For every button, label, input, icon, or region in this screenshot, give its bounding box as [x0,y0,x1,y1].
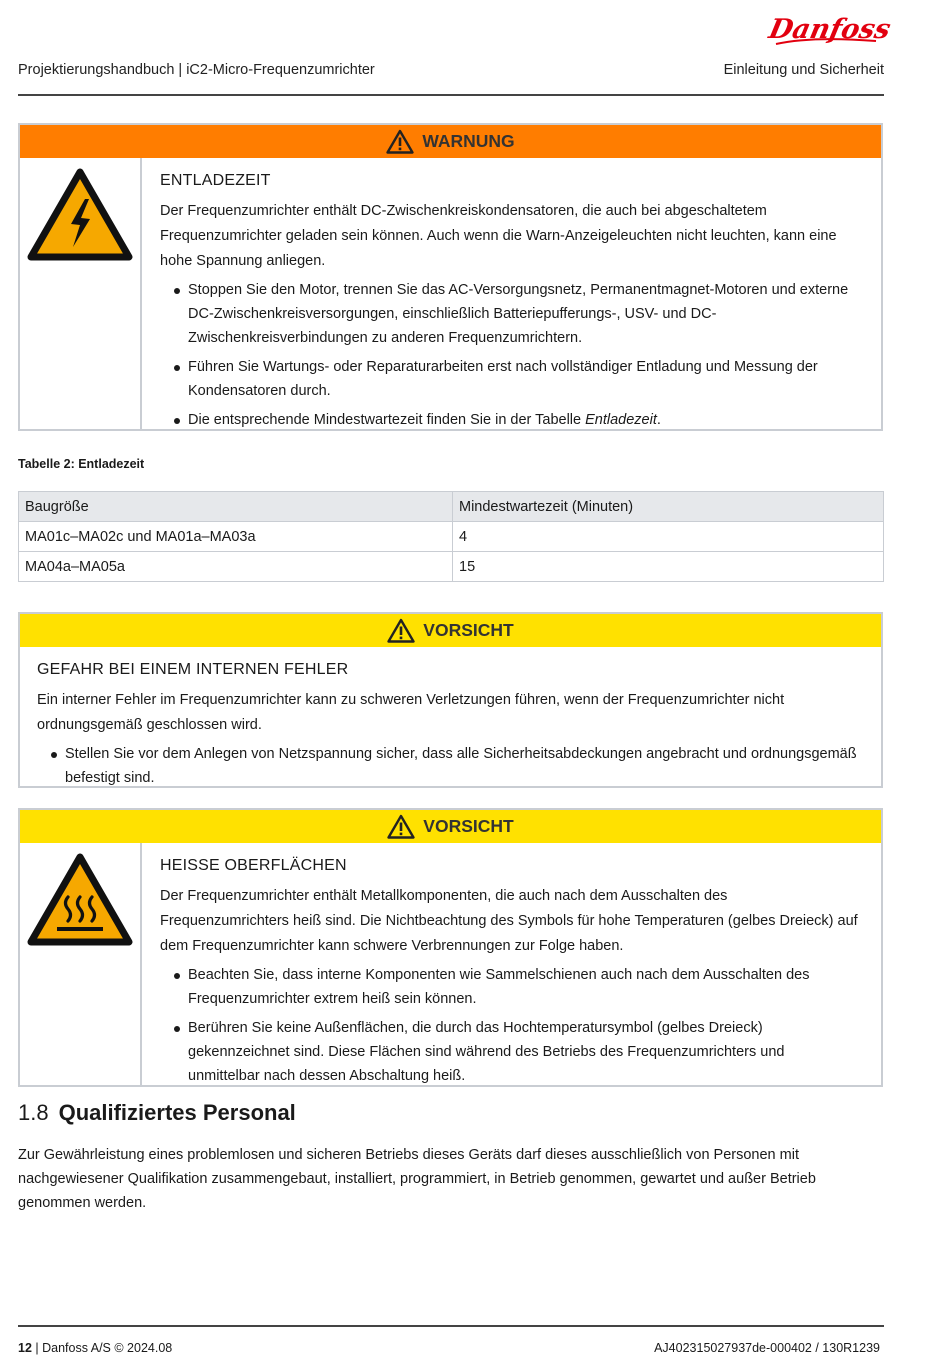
warning-triangle-icon [387,618,415,643]
table-cell: MA01c–MA02c und MA01a–MA03a [19,522,453,552]
notice-intro: Ein interner Fehler im Frequenzumrichter kann zu schweren Verletzungen führen, wenn der Frequenzumrichter nicht ordnungsgemäß geschlossen wird. [37,692,785,733]
svg-text:Danfoss: Danfoss [766,13,894,45]
bullet-text-end: . [656,412,661,428]
section-paragraph: Zur Gewährleistung eines problemlosen und sicheren Betriebs dieses Geräts darf dieses ausschließlich von Personen mit nachgewiesener Qualifikation zusammengebaut, installiert, programmiert, in Betrieb genommen, gewartet und außer Betrieb genommen werden. [18,1147,816,1211]
list-item: Führen Sie Wartungs- oder Reparaturarbeiten erst nach vollständiger Entladung und Messung der Kondensatoren durch. [188,355,859,403]
section-title: Qualifiziertes Personal [58,1100,296,1125]
notice-title: GEFAHR BEI EINEM INTERNEN FEHLER [37,661,349,678]
hot-surface-icon [27,853,133,947]
list-item: Berühren Sie keine Außenflächen, die durch das Hochtemperatursymbol (gelbes Dreieck) gekennzeichnet sind. Diese Flächen sind während des Betriebs des Frequenzumrichters und unmittelbar nach dessen Abschaltung heiß. [188,1016,859,1088]
notice-bullet-list [160,963,859,1088]
page-number: 12 [18,1341,32,1355]
list-item: Beachten Sie, dass interne Komponenten wie Sammelschienen auch nach dem Ausschalten des Frequenzumrichter extrem heiß sein können. [188,963,859,1011]
warning-icon-cell [20,158,142,429]
notice-title: HEISSE OBERFLÄCHEN [160,857,347,874]
list-item: Stellen Sie vor dem Anlegen von Netzspannung sicher, dass alle Sicherheitsabdeckungen angebracht und ordnungsgemäß befestigt sind. [65,742,859,790]
high-voltage-icon [27,168,133,262]
section-heading [18,1100,296,1126]
list-item: Stoppen Sie den Motor, trennen Sie das AC-Versorgungsnetz, Permanentmagnet-Motoren und externe DC-Zwischenkreisversorgungen, einschließlich Batteriepufferungs-, USV- und DC-Zwischenkreisverbindungen zu anderen Frequenzumrichtern. [188,278,859,350]
warning-notice-discharge [18,123,883,431]
notice-intro: Der Frequenzumrichter enthält Metallkomponenten, die auch nach dem Ausschalten des Frequenzumrichters heiß sind. Die Nichtbeachtung des Symbols für hohe Temperaturen (gelbes Dreieck) auf dem Frequenzumrichter kann schwere Verbrennungen zur Folge haben. [160,888,858,954]
notice-intro: Der Frequenzumrichter enthält DC-Zwischenkreiskondensatoren, die auch bei abgeschaltetem Frequenzumrichter geladen sein können. Auch wenn die Warn-Anzeigeleuchten nicht leuchten, kann eine hohe Spannung anliegen. [160,203,837,269]
footer-divider [18,1325,884,1327]
table-cell: 4 [453,522,884,552]
section-number: 1.8 [18,1100,49,1125]
table-cell: 15 [453,552,884,582]
caution-bar [20,810,881,843]
bullet-text: Die entsprechende Mindestwartezeit finden Sie in der Tabelle [188,412,586,428]
table-header-row [19,492,884,522]
table-row [19,522,884,552]
notice-title: ENTLADEZEIT [160,172,271,189]
table-caption: Tabelle 2: Entladezeit [18,457,145,471]
warning-triangle-icon [387,814,415,839]
caution-bar [20,614,881,647]
warning-triangle-icon [386,129,414,154]
discharge-time-table [18,491,884,582]
footer-document-id: AJ402315027937de-000402 / 130R1239 [654,1341,880,1355]
danfoss-logo [766,8,894,52]
table-row [19,552,884,582]
caution-notice-internal-fault [18,612,883,788]
notice-bullet-list [37,742,859,790]
notice-bullet-list [160,278,859,432]
header-divider [18,94,884,96]
header-document-title: Projektierungshandbuch | iC2-Micro-Frequenzumrichter [18,62,375,78]
list-item [188,408,859,432]
footer-left [18,1341,172,1355]
column-header-frame-size: Baugröße [19,492,453,522]
caution-notice-hot-surfaces [18,808,883,1087]
header-chapter-title: Einleitung und Sicherheit [723,62,884,78]
caution-label: VORSICHT [423,620,514,640]
footer-copyright: | Danfoss A/S © 2024.08 [31,1341,173,1355]
caution-icon-cell [20,843,142,1085]
warning-label: WARNUNG [422,131,515,151]
warning-bar [20,125,881,158]
table-reference-link[interactable]: Entladezeit [585,412,657,428]
caution-label: VORSICHT [423,816,514,836]
table-cell: MA04a–MA05a [19,552,453,582]
column-header-wait-time: Mindestwartezeit (Minuten) [453,492,884,522]
